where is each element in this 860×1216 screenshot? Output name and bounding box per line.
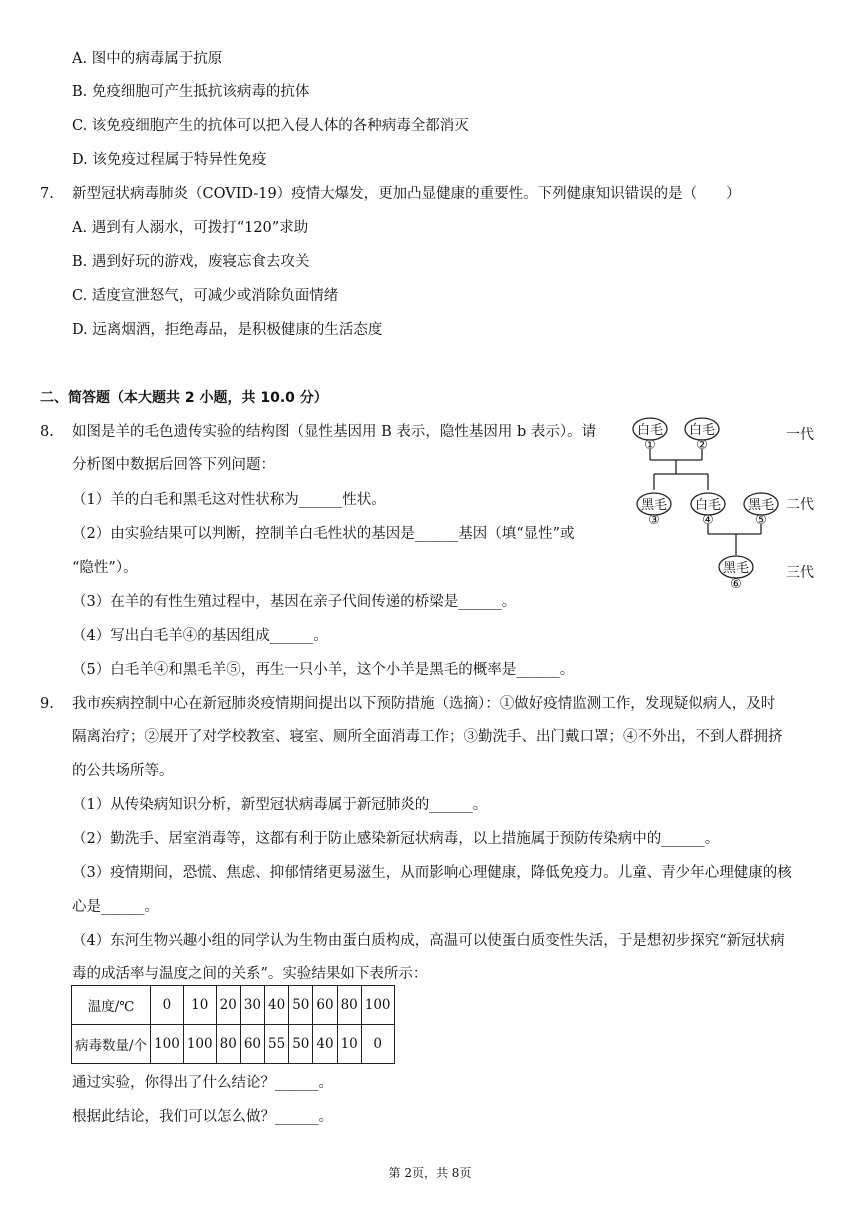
q6-option-d: D. 该免疫过程属于特异性免疫 [72, 152, 267, 168]
q9-action-line: 根据此结论，我们可以怎么做？______。 [72, 1109, 333, 1125]
node-label-3: 黑毛 [640, 498, 668, 513]
q8-line: 如图是羊的毛色遗传实验的结构图（显性基因用 B 表示，隐性基因用 b 表示）。请 [72, 424, 597, 440]
table-cell: 100 [361, 986, 394, 1025]
q9-line: （3）疫情期间，恐慌、焦虑、抑郁情绪更易滋生，从而影响心理健康，降低免疫力。儿童、青少年心理健康的核 [72, 865, 792, 881]
node-num-2: ② [696, 438, 708, 453]
table-row [72, 1025, 395, 1064]
table-cell: 60 [240, 1025, 264, 1064]
node-label-4: 白毛 [694, 498, 722, 513]
q9-number: 9. [40, 696, 54, 712]
node-num-3: ③ [648, 513, 660, 528]
gen-label-1: 一代 [786, 427, 814, 443]
q8-line: “隐性”）。 [72, 560, 138, 576]
table-cell: 10 [183, 986, 216, 1025]
pedigree-diagram [628, 412, 828, 602]
table-cell: 100 [183, 1025, 216, 1064]
node-num-1: ① [644, 438, 656, 453]
q6-option-c: C. 该免疫细胞产生的抗体可以把入侵人体的各种病毒全都消灭 [72, 118, 469, 134]
q9-line: （2）勤洗手、居室消毒等，这都有利于防止感染新冠状病毒，以上措施属于预防传染病中的______。 [72, 831, 720, 847]
q9-line: 隔离治疗；②展开了对学校教室、寝室、厕所全面消毒工作；③勤洗手、出门戴口罩；④不外出，不到人群拥挤 [72, 729, 783, 745]
page-footer: 第 2页，共 8页 [388, 1166, 472, 1180]
node-label-5: 黑毛 [747, 498, 775, 513]
table-cell: 10 [337, 1025, 361, 1064]
q8-line: 分析图中数据后回答下列问题： [72, 457, 275, 473]
table-cell: 100 [151, 1025, 184, 1064]
q8-line: （3）在羊的有性生殖过程中，基因在亲子代间传递的桥梁是______。 [72, 594, 517, 610]
table-cell: 20 [216, 986, 240, 1025]
q8-line: （5）白毛羊④和黑毛羊⑤，再生一只小羊，这个小羊是黑毛的概率是______。 [72, 662, 575, 678]
q9-conclusion-line: 通过实验，你得出了什么结论？______。 [72, 1075, 333, 1091]
q7-option-b: B. 遇到好玩的游戏，废寝忘食去攻关 [72, 254, 310, 270]
q8-number: 8. [40, 424, 54, 440]
node-num-5: ⑤ [755, 513, 767, 528]
q7-option-c: C. 适度宣泄怒气，可减少或消除负面情绪 [72, 288, 339, 304]
table-cell: 40 [265, 986, 289, 1025]
table-cell: 55 [265, 1025, 289, 1064]
q7-number: 7. [40, 186, 54, 202]
node-num-4: ④ [702, 513, 714, 528]
gen-label-3: 三代 [786, 565, 814, 581]
table-cell: 40 [313, 1025, 337, 1064]
table-cell: 80 [216, 1025, 240, 1064]
q9-line: （1）从传染病知识分析，新型冠状病毒属于新冠肺炎的______。 [72, 797, 488, 813]
q6-option-a: A. 图中的病毒属于抗原 [72, 51, 223, 67]
q9-line: （4）东河生物兴趣小组的同学认为生物由蛋白质构成，高温可以使蛋白质变性失活，于是想初步探究“新冠状病 [72, 933, 785, 949]
table-cell: 30 [240, 986, 264, 1025]
table-cell: 60 [313, 986, 337, 1025]
q7-stem: 新型冠状病毒肺炎（COVID-19）疫情大爆发，更加凸显健康的重要性。下列健康知识错误的是（ ） [72, 186, 741, 202]
table-cell: 0 [361, 1025, 394, 1064]
q8-line: （2）由实验结果可以判断，控制羊白毛性状的基因是______基因（填“显性”或 [72, 526, 575, 542]
q9-line: 心是______。 [72, 899, 159, 915]
node-label-6: 黑毛 [722, 561, 750, 576]
q8-line: （4）写出白毛羊④的基因组成______。 [72, 628, 328, 644]
node-num-6: ⑥ [730, 577, 742, 592]
q7-option-a: A. 遇到有人溺水，可拨打“120”求助 [72, 220, 309, 236]
q9-line: 毒的成活率与温度之间的关系”。实验结果如下表所示： [72, 966, 428, 982]
table-cell: 50 [289, 1025, 313, 1064]
q9-line: 我市疾病控制中心在新冠肺炎疫情期间提出以下预防措施（选摘）：①做好疫情监测工作，发现疑似病人，及时 [72, 696, 776, 712]
q6-option-b: B. 免疫细胞可产生抵抗该病毒的抗体 [72, 84, 310, 100]
table-row [72, 986, 395, 1025]
q9-line: 的公共场所等。 [72, 763, 174, 779]
node-label-1: 白毛 [636, 423, 664, 438]
q8-line: （1）羊的白毛和黑毛这对性状称为______性状。 [72, 492, 386, 508]
table-cell: 50 [289, 986, 313, 1025]
q7-option-d: D. 远离烟酒，拒绝毒品，是积极健康的生活态度 [72, 322, 383, 338]
table-cell: 0 [151, 986, 184, 1025]
node-label-2: 白毛 [688, 423, 716, 438]
temperature-virus-table [71, 985, 395, 1064]
table-header-cell: 病毒数量/个 [72, 1025, 151, 1064]
section-title: 二、简答题（本大题共 2 小题，共 10.0 分） [40, 390, 328, 406]
table-header-cell: 温度/℃ [72, 986, 151, 1025]
table-cell: 80 [337, 986, 361, 1025]
gen-label-2: 二代 [786, 497, 814, 513]
